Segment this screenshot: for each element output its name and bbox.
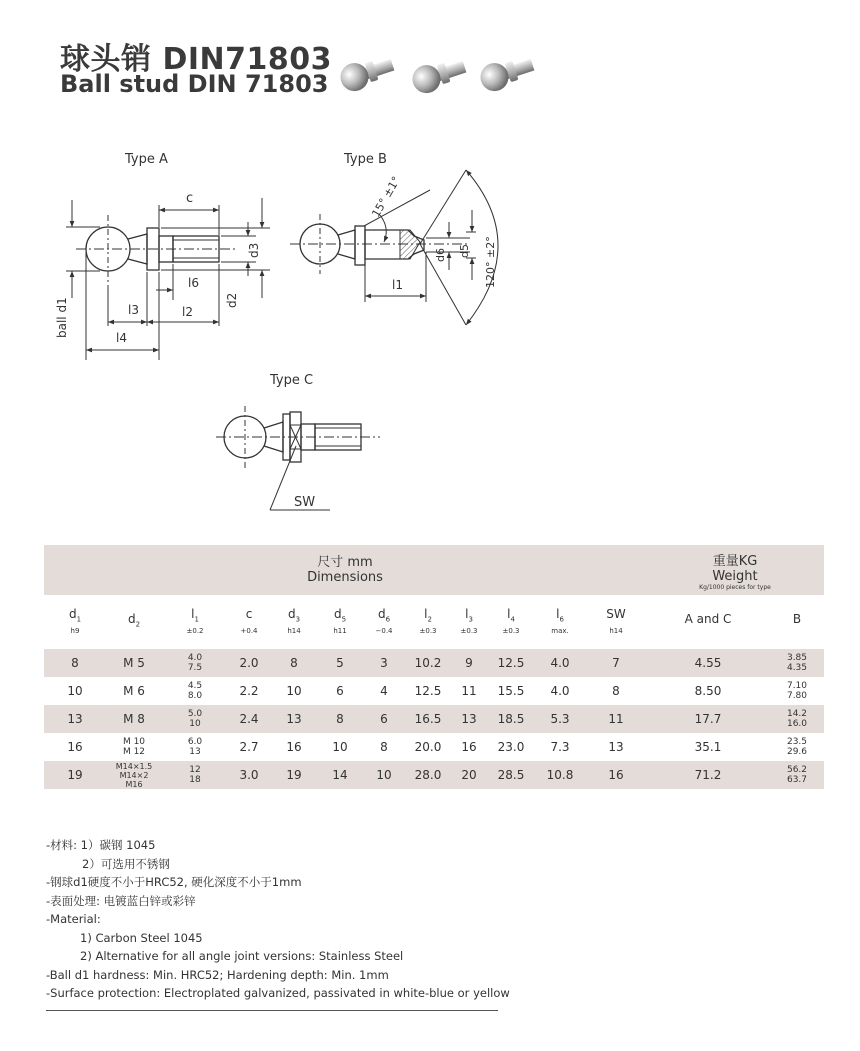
column-subscript: 3 bbox=[295, 615, 301, 624]
dim-d2-label: d2 bbox=[225, 292, 239, 308]
column-symbol-text: l bbox=[424, 607, 428, 622]
cell-wac: 35.1 bbox=[694, 740, 722, 754]
note-line: -钢球d1硬度不小于HRC52, 硬化深度不小于1mm bbox=[46, 875, 302, 889]
column-symbol-text: d bbox=[333, 607, 342, 622]
cell-d1: 19 bbox=[44, 761, 106, 789]
note-line: 2) Alternative for all angle joint versions: Stainless Steel bbox=[80, 949, 404, 963]
cell-l3: 11 bbox=[461, 684, 477, 698]
cell-value: M14×2 bbox=[119, 770, 149, 780]
column-tolerance: −0.4 bbox=[375, 626, 393, 635]
column-subscript: 2 bbox=[135, 620, 141, 629]
dim-l4-label: l4 bbox=[116, 331, 127, 345]
cell-l1 bbox=[162, 677, 228, 705]
cell-d3: 10 bbox=[286, 684, 302, 698]
cell-value: 4.5 bbox=[187, 681, 203, 691]
column-subscript: 2 bbox=[427, 615, 432, 624]
column-symbol bbox=[228, 608, 270, 626]
cell-l2: 10.2 bbox=[406, 649, 450, 677]
bottom-divider bbox=[46, 1010, 498, 1011]
cell-wac: 71.2 bbox=[646, 761, 770, 789]
table-row bbox=[44, 677, 824, 705]
table-row bbox=[44, 761, 824, 789]
cell-wb bbox=[770, 677, 824, 705]
column-symbol bbox=[534, 608, 586, 626]
cell-value: 4.0 bbox=[187, 653, 203, 663]
cell-value: 23.5 bbox=[786, 737, 808, 747]
column-symbol bbox=[318, 608, 362, 626]
dim-c-label: c bbox=[186, 191, 194, 206]
cell-d1: 16 bbox=[67, 740, 83, 754]
cell-c: 2.4 bbox=[228, 705, 270, 733]
dim-l3-label: l3 bbox=[128, 303, 139, 317]
cell-d2 bbox=[106, 733, 162, 761]
column-symbol-text: B bbox=[792, 611, 802, 626]
notes-section bbox=[46, 836, 510, 1003]
column-subscript: 1 bbox=[194, 615, 199, 624]
cell-l2: 20.0 bbox=[414, 740, 442, 754]
cell-d5: 5 bbox=[318, 649, 362, 677]
column-symbol-text: A and C bbox=[684, 611, 732, 626]
cell-l6: 4.0 bbox=[550, 684, 570, 698]
cell-value: M 6 bbox=[123, 684, 145, 698]
column-subscript: 3 bbox=[468, 615, 473, 624]
column-header bbox=[162, 595, 228, 649]
cell-value: 56.2 bbox=[786, 765, 808, 775]
cell-d5: 10 bbox=[332, 740, 348, 754]
column-header bbox=[450, 595, 488, 649]
cell-l3: 9 bbox=[450, 649, 488, 677]
cell-sw: 16 bbox=[586, 761, 646, 789]
cell-value: M 5 bbox=[123, 656, 145, 670]
column-header bbox=[318, 595, 362, 649]
dim-d3-label: d3 bbox=[247, 242, 261, 258]
dim-ball-d1-label: ball d1 bbox=[55, 297, 69, 338]
cell-l6: 10.8 bbox=[534, 761, 586, 789]
column-tolerance: ±0.2 bbox=[186, 626, 204, 635]
cell-d1: 8 bbox=[44, 649, 106, 677]
type-a-title: Type A bbox=[125, 152, 168, 167]
cell-value: 4.35 bbox=[786, 663, 808, 673]
cell-value: 7.10 bbox=[786, 681, 808, 691]
cell-wb bbox=[770, 733, 824, 761]
column-symbol bbox=[450, 608, 488, 626]
column-tolerance: ±0.3 bbox=[419, 626, 437, 635]
cell-l4: 15.5 bbox=[497, 684, 525, 698]
cell-value: 29.6 bbox=[786, 747, 808, 757]
column-symbol bbox=[162, 608, 228, 626]
page-title-en: Ball stud DIN 71803 bbox=[60, 70, 329, 98]
column-tolerance: +0.4 bbox=[240, 626, 258, 635]
cell-value: 12 bbox=[189, 765, 201, 775]
cell-l4: 18.5 bbox=[488, 705, 534, 733]
column-symbol-text: l bbox=[507, 607, 511, 622]
type-a-drawing bbox=[55, 152, 270, 360]
cell-d6: 6 bbox=[362, 705, 406, 733]
cell-sw: 7 bbox=[586, 649, 646, 677]
cell-value: 10 bbox=[189, 719, 201, 729]
dim-d5-label: d5 bbox=[458, 244, 471, 258]
column-symbol-text: d bbox=[377, 607, 386, 622]
column-header bbox=[44, 595, 106, 649]
note-line: -材料: 1）碳钢 1045 bbox=[46, 838, 156, 852]
note-line: 2）可选用不锈钢 bbox=[82, 856, 170, 871]
column-header bbox=[534, 595, 586, 649]
column-header bbox=[770, 595, 824, 649]
weight-header bbox=[646, 545, 824, 595]
column-symbol bbox=[270, 608, 318, 626]
cell-value: 16.0 bbox=[786, 719, 808, 729]
dimensions-table bbox=[44, 545, 824, 789]
cell-d2 bbox=[106, 705, 162, 733]
column-header bbox=[646, 595, 770, 649]
cell-d5: 6 bbox=[336, 684, 344, 698]
column-symbol bbox=[44, 608, 106, 626]
cell-d1: 13 bbox=[44, 705, 106, 733]
cell-value: M 12 bbox=[122, 747, 146, 757]
cell-d3: 19 bbox=[270, 761, 318, 789]
column-symbol-text: d bbox=[287, 607, 296, 622]
cell-d3: 13 bbox=[270, 705, 318, 733]
column-symbol-text: SW bbox=[606, 607, 626, 622]
cell-value: 5.0 bbox=[187, 709, 203, 719]
cell-wac: 8.50 bbox=[694, 684, 722, 698]
column-symbol-text: l bbox=[191, 607, 195, 622]
cell-value: 13 bbox=[189, 747, 201, 757]
column-header bbox=[362, 595, 406, 649]
cell-d3: 16 bbox=[286, 740, 302, 754]
cell-l1 bbox=[162, 649, 228, 677]
type-c-title: Type C bbox=[270, 373, 314, 388]
weight-header-cn: 重量KG bbox=[712, 553, 758, 569]
cell-l2: 28.0 bbox=[406, 761, 450, 789]
cell-wb bbox=[770, 705, 824, 733]
column-symbol bbox=[586, 608, 646, 626]
cell-wb bbox=[770, 761, 824, 789]
cell-value: 63.7 bbox=[786, 775, 808, 785]
column-tolerance: h14 bbox=[609, 626, 623, 635]
cell-d6: 10 bbox=[362, 761, 406, 789]
page-title-cn: 球头销 DIN71803 bbox=[60, 42, 332, 77]
column-tolerance: h9 bbox=[70, 626, 80, 635]
column-symbol bbox=[406, 608, 450, 626]
column-symbol-text: c bbox=[245, 607, 253, 622]
ball-stud-photo bbox=[330, 40, 540, 98]
column-tolerance: ±0.3 bbox=[460, 626, 478, 635]
note-line: -表面处理: 电镀蓝白锌或彩锌 bbox=[46, 893, 196, 908]
column-subscript: 6 bbox=[385, 615, 391, 624]
dim-l1-label: l1 bbox=[392, 278, 403, 292]
cell-wac: 4.55 bbox=[646, 649, 770, 677]
table-row bbox=[44, 733, 824, 761]
dimensions-header-cn: 尺寸 mm bbox=[317, 555, 373, 570]
table-row bbox=[44, 649, 824, 677]
sw-label: SW bbox=[294, 495, 316, 510]
cell-l1 bbox=[162, 733, 228, 761]
column-header bbox=[586, 595, 646, 649]
cell-l6: 7.3 bbox=[550, 740, 570, 754]
column-symbol-text: l bbox=[465, 607, 469, 622]
cell-value: M 8 bbox=[123, 712, 145, 726]
cell-value: 6.0 bbox=[187, 737, 203, 747]
column-subscript: 5 bbox=[341, 615, 347, 624]
weight-header-note: Kg/1000 pieces for type bbox=[699, 583, 771, 591]
cell-d6: 4 bbox=[380, 684, 388, 698]
angle-120-label: 120° ±2° bbox=[484, 236, 497, 288]
dim-l6-label: l6 bbox=[188, 276, 199, 290]
cell-c: 2.7 bbox=[239, 740, 259, 754]
column-symbol bbox=[770, 613, 824, 631]
column-subscript: 1 bbox=[76, 615, 82, 624]
cell-wac: 17.7 bbox=[646, 705, 770, 733]
cell-d2 bbox=[106, 761, 162, 789]
column-tolerance: h11 bbox=[333, 626, 347, 635]
column-header bbox=[106, 595, 162, 649]
column-symbol bbox=[106, 613, 162, 631]
cell-d5: 8 bbox=[318, 705, 362, 733]
cell-value: 8.0 bbox=[187, 691, 203, 701]
type-b-title: Type B bbox=[344, 152, 387, 167]
column-subscript: 6 bbox=[559, 615, 564, 624]
column-header bbox=[488, 595, 534, 649]
column-header bbox=[228, 595, 270, 649]
cell-l3: 13 bbox=[450, 705, 488, 733]
cell-value: M16 bbox=[125, 779, 143, 789]
column-symbol bbox=[646, 613, 770, 631]
table-header-band bbox=[44, 545, 824, 595]
table-row bbox=[44, 705, 824, 733]
dimensions-header-en: Dimensions bbox=[307, 570, 383, 585]
note-line: -Material: bbox=[46, 912, 101, 926]
cell-l4: 28.5 bbox=[488, 761, 534, 789]
cell-l6: 5.3 bbox=[534, 705, 586, 733]
column-subscript: 4 bbox=[510, 615, 515, 624]
cell-sw: 13 bbox=[608, 740, 624, 754]
cell-l1 bbox=[162, 705, 228, 733]
column-header bbox=[270, 595, 318, 649]
cell-value: M 10 bbox=[122, 737, 146, 747]
cell-l2: 16.5 bbox=[406, 705, 450, 733]
angle-15-label: 15° ±1° bbox=[369, 174, 403, 220]
cell-c: 2.0 bbox=[228, 649, 270, 677]
cell-value: M14×1.5 bbox=[115, 761, 153, 771]
cell-c: 2.2 bbox=[239, 684, 259, 698]
column-tolerance: h14 bbox=[287, 626, 301, 635]
cell-value: 3.85 bbox=[786, 653, 808, 663]
note-line: -Ball d1 hardness: Min. HRC52; Hardening depth: Min. 1mm bbox=[46, 967, 389, 982]
cell-d6: 3 bbox=[362, 649, 406, 677]
column-symbol bbox=[488, 608, 534, 626]
cell-l1 bbox=[162, 761, 228, 789]
cell-l4: 12.5 bbox=[488, 649, 534, 677]
weight-header-en: Weight bbox=[712, 568, 758, 584]
table-body bbox=[44, 649, 824, 789]
type-b-drawing bbox=[290, 152, 498, 325]
cell-sw: 11 bbox=[586, 705, 646, 733]
column-symbol-text: l bbox=[556, 607, 560, 622]
cell-l4: 23.0 bbox=[497, 740, 525, 754]
note-line: -Surface protection: Electroplated galvanized, passivated in white-blue or yellow bbox=[46, 986, 510, 1000]
dimensions-header bbox=[44, 545, 646, 595]
cell-value: 7.80 bbox=[786, 691, 808, 701]
technical-drawings bbox=[0, 140, 860, 520]
cell-d2 bbox=[106, 649, 162, 677]
cell-l3: 20 bbox=[450, 761, 488, 789]
cell-sw: 8 bbox=[612, 684, 620, 698]
cell-l6: 4.0 bbox=[534, 649, 586, 677]
column-tolerance: ±0.3 bbox=[502, 626, 520, 635]
column-header-row bbox=[44, 595, 824, 649]
cell-value: 18 bbox=[189, 775, 201, 785]
cell-value: 7.5 bbox=[187, 663, 203, 673]
cell-d1: 10 bbox=[67, 684, 83, 698]
cell-value: 14.2 bbox=[786, 709, 808, 719]
column-header bbox=[406, 595, 450, 649]
column-tolerance: max. bbox=[551, 626, 569, 635]
cell-d2 bbox=[106, 677, 162, 705]
cell-c: 3.0 bbox=[228, 761, 270, 789]
cell-l3: 16 bbox=[461, 740, 477, 754]
cell-wb bbox=[770, 649, 824, 677]
note-line: 1) Carbon Steel 1045 bbox=[80, 930, 203, 945]
column-symbol-text: d bbox=[68, 607, 77, 622]
column-symbol-text: d bbox=[127, 611, 136, 626]
cell-d5: 14 bbox=[318, 761, 362, 789]
column-symbol bbox=[362, 608, 406, 626]
cell-l2: 12.5 bbox=[414, 684, 442, 698]
cell-d6: 8 bbox=[380, 740, 388, 754]
dim-d6-label: d6 bbox=[434, 248, 447, 262]
type-c-drawing bbox=[216, 373, 380, 510]
cell-d3: 8 bbox=[270, 649, 318, 677]
dim-l2-label: l2 bbox=[182, 305, 193, 319]
